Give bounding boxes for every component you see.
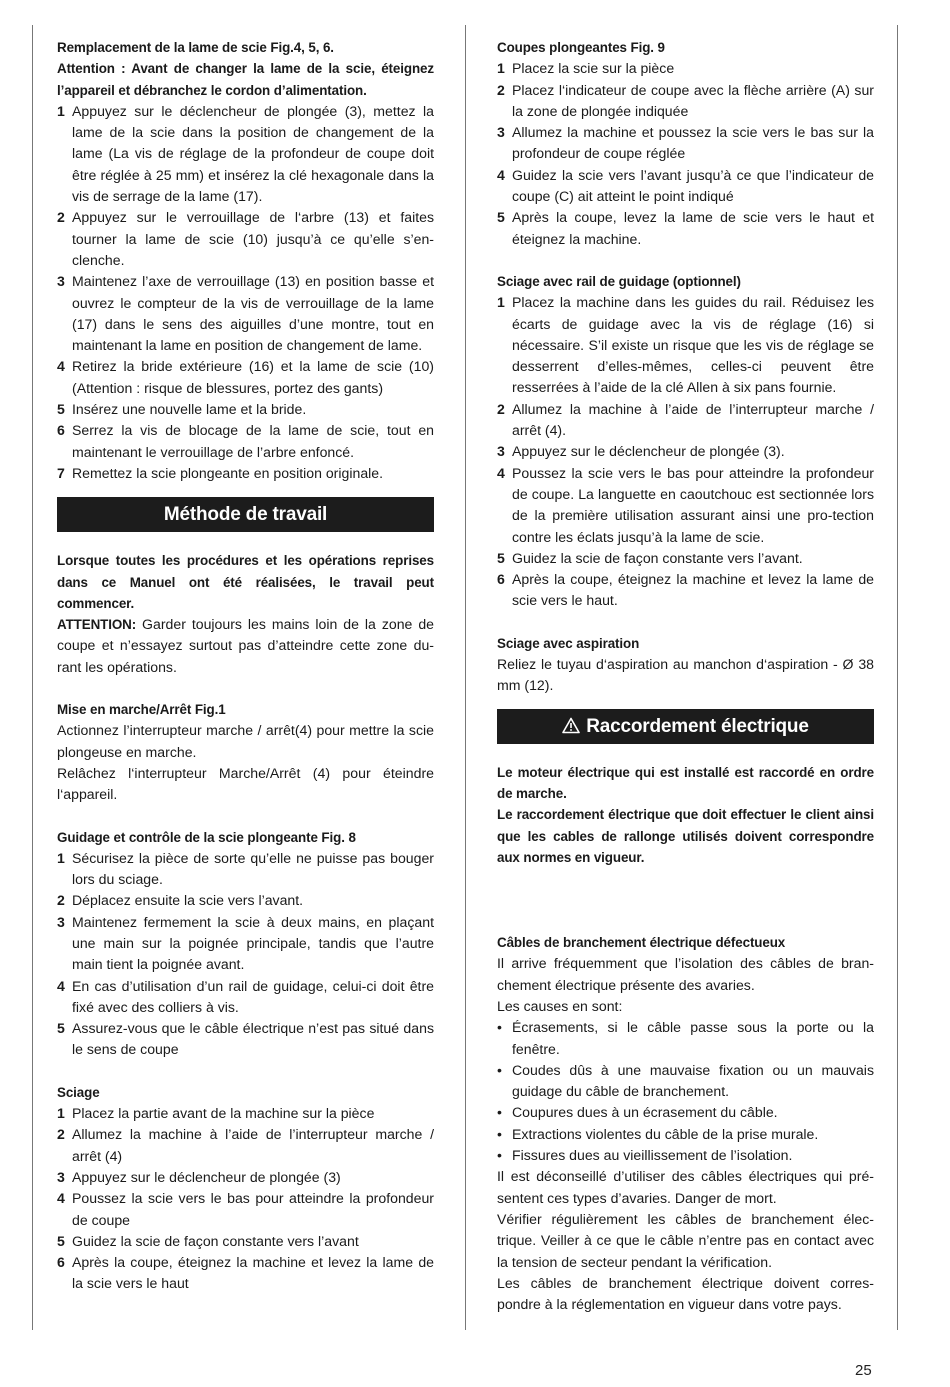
cables-heading: Câbles de branchement électrique défectueux <box>497 935 786 951</box>
right-column <box>497 37 874 1315</box>
methode-attention <box>57 614 434 678</box>
list-item: 5 Assurez-vous que le câble électrique n’est pas situé dans le sens de coupe <box>57 1020 434 1058</box>
raccordement-banner-label: Raccordement électrique <box>586 715 809 737</box>
left-margin-rule <box>32 25 33 1330</box>
attention-text: Garder toujours les mains loin de la zone de coupe et n’essayez surtout pas d’atteindre cette zone du-rant les opérations. <box>57 616 434 675</box>
guidage-heading: Guidage et contrôle de la scie plongeante Fig. 8 <box>57 829 356 845</box>
list-item: 6 Serrez la vis de blocage de la lame de scie, tout en maintenant le verrouillage de l’arbre enfoncé. <box>57 422 434 460</box>
methode-banner: Méthode de travail <box>57 497 434 532</box>
list-item: 3 Appuyez sur le déclencheur de plongée (3) <box>57 1168 341 1185</box>
list-item: 5 Après la coupe, levez la lame de scie vers le haut et éteignez la machine. <box>497 209 874 247</box>
list-item: 2 Appuyez sur le verrouillage de l‘arbre (13) et faites tourner la lame de scie (10) jusqu’à ce qu’elle s’en-clenche. <box>57 209 434 268</box>
coupes-steps <box>497 58 874 250</box>
cables-text-4: Vérifier régulièrement les câbles de branchement élec-trique. Veiller à ce que le câble n’entre pas en contact avec la tension de secteur pendant la vérification. <box>497 1210 874 1270</box>
list-item: 4 Poussez la scie vers le bas pour atteindre la profondeur de coupe <box>57 1190 434 1228</box>
list-item: 4 En cas d’utilisation d’un rail de guidage, celui-ci doit être fixé avec des colliers à vis. <box>57 977 434 1015</box>
aspiration-heading: Sciage avec aspiration <box>497 635 640 651</box>
cables-text-3: Il est déconseillé d’utiliser des câbles électriques qui pré-sentent ces types d’avaries. Danger de mort. <box>497 1168 874 1206</box>
list-item: 2 Placez l‘indicateur de coupe avec la flèche arrière (A) sur la zone de plongée indiquée <box>497 81 874 119</box>
list-item: 4 Guidez la scie vers l’avant jusqu’à ce que l’indicateur de coupe (C) ait atteint le point indiqué <box>497 166 874 205</box>
coupes-heading: Coupes plongeantes Fig. 9 <box>497 40 665 55</box>
warning-triangle-icon <box>562 717 580 734</box>
list-item: 1 Appuyez sur le déclencheur de plongée (3), mettez la lame de la scie dans la position de changement de la lame (La vis de réglage de la profondeur de coupe doit être réglée à 25 mm) et insérez la clé hexagonale dans la vis de serrage de la lame (17). <box>57 102 434 205</box>
rail-steps <box>497 292 874 611</box>
cables-text-2: Les causes en sont: <box>497 997 623 1014</box>
mise-en-marche-text-2: Relâchez l‘interrupteur Marche/Arrêt (4) pour éteindre l‘appareil. <box>57 764 434 803</box>
list-item: 3 Maintenez l’axe de verrouillage (13) en position basse et ouvrez le compteur de la vis de verrouillage de la lame (17) dans le sens des aiguilles d’une montre, tout en maintenant la lame en position de changement de lame. <box>57 273 434 354</box>
list-item: • Extractions violentes du câble de la prise murale. <box>497 1125 819 1142</box>
blade-replacement-heading: Remplacement de la lame de scie Fig.4, 5, 6. <box>57 40 334 55</box>
left-column <box>57 37 434 1295</box>
raccordement-text-2: Le raccordement électrique que doit effectuer le client ainsi que les cables de rallonge utilisés doivent correspondre aux normes en vigueur. <box>497 807 874 865</box>
list-item: 5 Guidez la scie de façon constante vers l’avant. <box>497 549 803 566</box>
list-item: • Coudes dûs à une mauvaise fixation ou un mauvais guidage du câble de branchement. <box>497 1061 874 1100</box>
list-item: 7 Remettez la scie plongeante en position originale. <box>57 464 384 481</box>
list-item: 4 Poussez la scie vers le bas pour atteindre la profondeur de coupe. La languette en caoutchouc est sectionnée lors de la première utilisation assurant ainsi une pro-tection contre les éclats jusqu’à la lame de scie. <box>497 464 874 545</box>
rail-heading: Sciage avec rail de guidage (optionnel) <box>497 273 741 289</box>
attention-label: ATTENTION: <box>57 617 137 633</box>
methode-intro: Lorsque toutes les procédures et les opérations reprises dans ce Manuel ont été réalisées, le travail peut commencer. <box>57 553 434 611</box>
list-item: • Fissures dues au vieillissement de l’isolation. <box>497 1147 793 1164</box>
list-item: 6 Après la coupe, éteignez la machine et levez la lame de la scie vers le haut <box>57 1254 434 1292</box>
list-item: 3 Allumez la machine et poussez la scie vers le bas sur la profondeur de coupe réglée <box>497 124 874 162</box>
raccordement-banner <box>497 709 874 744</box>
mise-en-marche-heading: Mise en marche/Arrêt Fig.1 <box>57 702 226 718</box>
list-item: • Coupures dues à un écrasement du câble. <box>497 1104 778 1121</box>
list-item: 1 Sécurisez la pièce de sorte qu’elle ne puisse pas bouger lors du sciage. <box>57 849 434 888</box>
list-item: 1 Placez la scie sur la pièce <box>497 60 675 77</box>
right-margin-rule <box>897 25 898 1330</box>
guidage-steps <box>57 848 434 1061</box>
cables-text-1: Il arrive fréquemment que l’isolation des câbles de bran-chement électrique présente des avaries. <box>497 955 874 993</box>
list-item: 1 Placez la machine dans les guides du rail. Réduisez les écarts de guidage avec la vis de réglage (16) si nécessaire. S’il existe un risque que les vis de réglage se desserrent d’elles-mêmes, celles-ci peuvent être resserrées à l’aide de la clé Allen à six pans fournie. <box>497 294 874 396</box>
raccordement-text-1: Le moteur électrique qui est installé est raccordé en ordre de marche. <box>497 764 874 801</box>
center-column-rule <box>465 25 466 1330</box>
list-item: 3 Maintenez fermement la scie à deux mains, en plaçant une main sur la poignée principale, tandis que l’autre main tient la poignée avant. <box>57 913 434 973</box>
list-item: 1 Placez la partie avant de la machine sur la pièce <box>57 1105 375 1122</box>
aspiration-text: Reliez le tuyau d‘aspiration au manchon d‘aspiration - Ø 38 mm (12). <box>497 656 874 694</box>
blade-replacement-steps <box>57 101 434 484</box>
page-number: 25 <box>855 1362 872 1379</box>
blade-replacement-warning: Attention : Avant de changer la lame de la scie, éteignez l’appareil et débranchez le cordon d’alimentation. <box>57 61 434 98</box>
list-item: 5 Guidez la scie de façon constante vers l’avant <box>57 1232 359 1249</box>
list-item: 2 Allumez la machine à l’aide de l’interrupteur marche / arrêt (4). <box>497 400 874 439</box>
list-item: • Écrasements, si le câble passe sous la porte ou la fenêtre. <box>497 1019 874 1057</box>
list-item: 2 Allumez la machine à l’aide de l’interrupteur marche / arrêt (4) <box>57 1126 434 1164</box>
list-item: 4 Retirez la bride extérieure (16) et la lame de scie (10) (Attention : risque de blessures, portez des gants) <box>57 358 434 396</box>
sciage-steps <box>57 1103 434 1295</box>
list-item: 5 Insérez une nouvelle lame et la bride. <box>57 401 307 418</box>
list-item: 2 Déplacez ensuite la scie vers l’avant. <box>57 892 304 909</box>
cables-text-5: Les câbles de branchement électrique doivent corres-pondre à la réglementation en vigueur dans votre pays. <box>497 1274 874 1313</box>
sciage-heading: Sciage <box>57 1084 100 1100</box>
list-item: 6 Après la coupe, éteignez la machine et levez la lame de scie vers le haut. <box>497 571 874 609</box>
list-item: 3 Appuyez sur le déclencheur de plongée (3). <box>497 443 785 460</box>
mise-en-marche-text-1: Actionnez l’interrupteur marche / arrêt(4) pour mettre la scie plongeuse en marche. <box>57 722 434 760</box>
cables-causes-list <box>497 1017 874 1166</box>
